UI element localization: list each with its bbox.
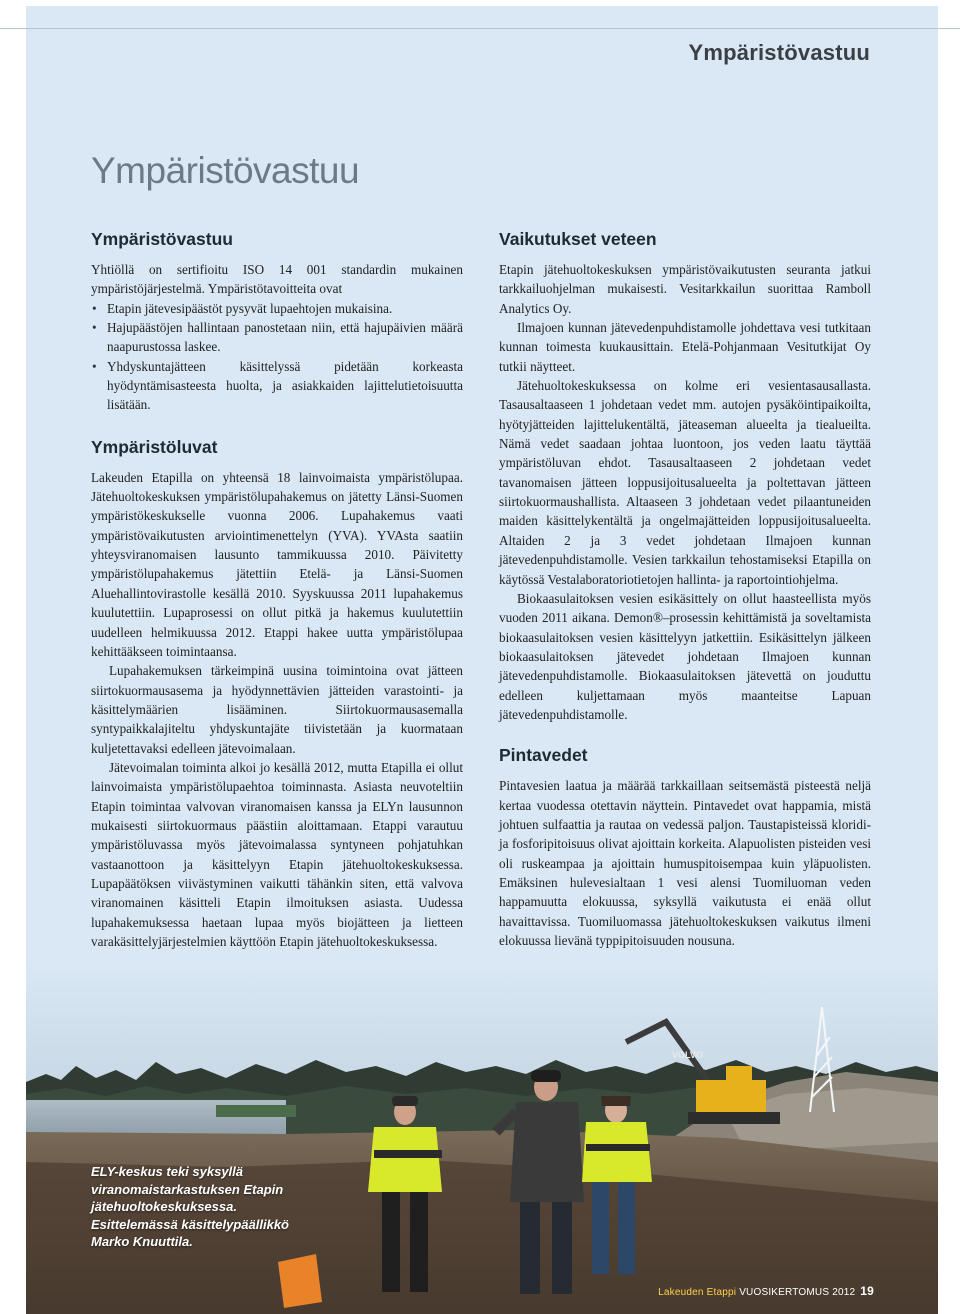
goals-list [91,299,463,415]
paragraph: Jätehuoltokeskuksessa on kolme eri vesientasausallasta. Tasausaltaaseen 1 johdetaan vedet mm. autojen pysäköintipaikoilta, hyötyjätteiden lajittelukentältä, jäteaseman alueelta ja tiealueilta. Nämä vedet saadaan johtaa luontoon, jos veden laatu täyttää ympäristöluvan ehdot. Tasausaltaaseen 2 johdetaan vedet tavanomaisen jätteen loppusijoitusalueelta ja poltettavan jätteen siirtokuormaushallista. Altaaseen 3 johdetaan vedet pilaantuneiden maiden käsittelykentältä ja ongelmajätteiden loppusijoitusalueelta. Altaiden 2 ja 3 vedet johdetaan Ilmajoen kunnan jätevedenpuhdistamolle. Vesien tarkkailun tehostamiseksi Etapilla on käytössä Vestalaboratoriotietojen hallinta- ja raportointiohjelma. [499,378,871,587]
paragraph: Lakeuden Etapilla on yhteensä 18 lainvoimaista ympäristölupaa. Jätehuoltokeskuksen ympäristölupahakemus on jätetty Länsi-Suomen ympäristökeskukselle vuonna 2006. Lupahakemus vaati ympäristövaikutusten arviointimenettelyn (YVA). YVAsta saatiin yhteysviranomaisen lausunto tammikuussa 2010. Päivitetty ympäristölupahakemus jätettiin Etelä- ja Länsi-Suomen Aluehallintovirastolle kesällä 2010. Syyskuussa 2011 lupahakemus kuulutettiin. Lupaprosessi on ollut pitkä ja hakemus kuulutettiin uudelleen helmikuussa 2012. Etappi hakee uutta ympäristölupaa kehittääkseen toimintaansa. [91,469,463,659]
left-column [91,228,463,951]
section-heading-surface-waters: Pintavedet [499,745,588,766]
right-column [499,228,871,950]
footer-company: Lakeuden Etappi [658,1287,737,1298]
paragraph: Etapin jätehuoltokeskuksen ympäristövaikutusten seuranta jatkui tarkkailuohjelman mukaisesti. Vesitarkkailun suorittaa Ramboll Analytics Oy. [499,262,871,316]
paragraph: Yhtiöllä on sertifioitu ISO 14 001 standardin mukainen ympäristöjärjestelmä. Ympäristötavoitteita ovat [91,262,463,297]
paragraph: Pintavesien laatua ja määrää tarkkaillaan seitsemästä pisteestä neljä kertaa vuodessa otettavin näyttein. Pintavedet ovat happamia, mistä johtuen sulfaattia ja rautaa on vedessä paljon. Taustapisteissä kloridi- ja fosforipitoisuus olivat ajoittain korkeita. Alapuolisten pisteiden vesi oli ruskeampaa ja ajoittain humuspitoisempaa kuin yläpuolisten. Emäksinen hulevesialtaan 1 vesi alensi Tuomiluoman veden happamuutta elokuussa, syksyllä vaikutusta ei enää ollut havaittavissa. Tuomiluomassa jätehuoltokeskuksen vaikutus ilmeni elokuussa lievänä typpipitoisuuden nousuna. [499,778,871,948]
section-heading-water-impacts: Vaikutukset veteen [499,229,657,249]
section-heading-environmental-responsibility: Ympäristövastuu [91,229,233,249]
list-item: • Etapin jätevesipäästöt pysyvät lupaehtojen mukaisina. [105,299,463,318]
page-number: 19 [860,1284,874,1298]
paragraph: Lupahakemuksen tärkeimpinä uusina toimintoina ovat jätteen siirtokuormausasema ja hyödynnettävien jätteiden varastointi- ja käsittelymäärien lisääminen. Siirtokuormausasemalla syntypaikkalajiteltu yhdyskuntajäte tiivistetään ja kuormataan kuljetettavaksi edelleen jätevoimalaan. [91,663,463,756]
list-item: • Hajupäästöjen hallintaan panostetaan niin, että hajupäivien määrä naapurustossa laskee. [105,318,463,357]
header-rule [0,28,960,29]
paragraph: Ilmajoen kunnan jätevedenpuhdistamolle johdettava vesi tutkitaan kunnan toimesta kuukausittain. Etelä-Pohjanmaan Vesitutkijat Oy tutkii näytteet. [499,320,871,374]
running-head: Ympäristövastuu [688,40,870,65]
photo-caption: ELY-keskus teki syksyllä viranomaistarkastuksen Etapin jätehuoltokeskuksessa. Esittelemässä käsittelypäällikkö Marko Knuuttila. [91,1164,290,1249]
page-footer [658,1284,874,1298]
section-heading-environmental-permits: Ympäristöluvat [91,436,218,457]
site-photo [26,962,938,1314]
machine-brand: VOLVO [672,1050,703,1060]
page-title: Ympäristövastuu [91,150,360,191]
paragraph: Biokaasulaitoksen vesien esikäsittely on ollut haasteellista myös vuoden 2011 aikana. Demon®–prosessin kehittämistä ja soveltamista biokaasulaitoksen vesien käsittelyyn jatkettiin. Esikäsittelyn jälkeen biokaasulaitoksen jätevedet johdetaan Ilmajoen kunnan jätevedenpuhdistamolle. Biokaasulaitoksen jätevettä on jouduttu edelleen kuljettamaan myös maanteitse Lapuan jätevedenpuhdistamolle. [499,590,871,722]
paragraph: Jätevoimalan toiminta alkoi jo kesällä 2012, mutta Etapilla ei ollut lainvoimaista ympäristölupaehtoa toiminnasta. Asiasta neuvoteltiin Etapin toimintaa valvovan viranomaisen kanssa ja ELYn lausunnon mukaisesti siirtokuormaus päästiin aloittamaan. Etappi varautuu ympäristöluvassa myös jätevoimalassa syntyneen pohjatuhkan vastaanottoon ja käsittelyyn Etapin jätehuoltokeskuksessa. Lupapäätöksen viivästyminen vaikutti tähänkin siten, että valvova viranomainen käsitteli Etapin ilmoituksen asiasta. Uudessa lupahakemuksessa haetaan lupaa myös biojätteen ja lietteen varakäsittelyjärjestelmien käyttöön Etapin jätehuoltokeskuksessa. [91,759,463,949]
list-item: • Yhdyskuntajätteen käsittelyssä pidetään korkeasta hyödyntämisasteesta huolta, ja asiakkaiden lajittelutietoisuutta lisätään. [105,357,463,415]
footer-report: VUOSIKERTOMUS 2012 [739,1287,856,1298]
